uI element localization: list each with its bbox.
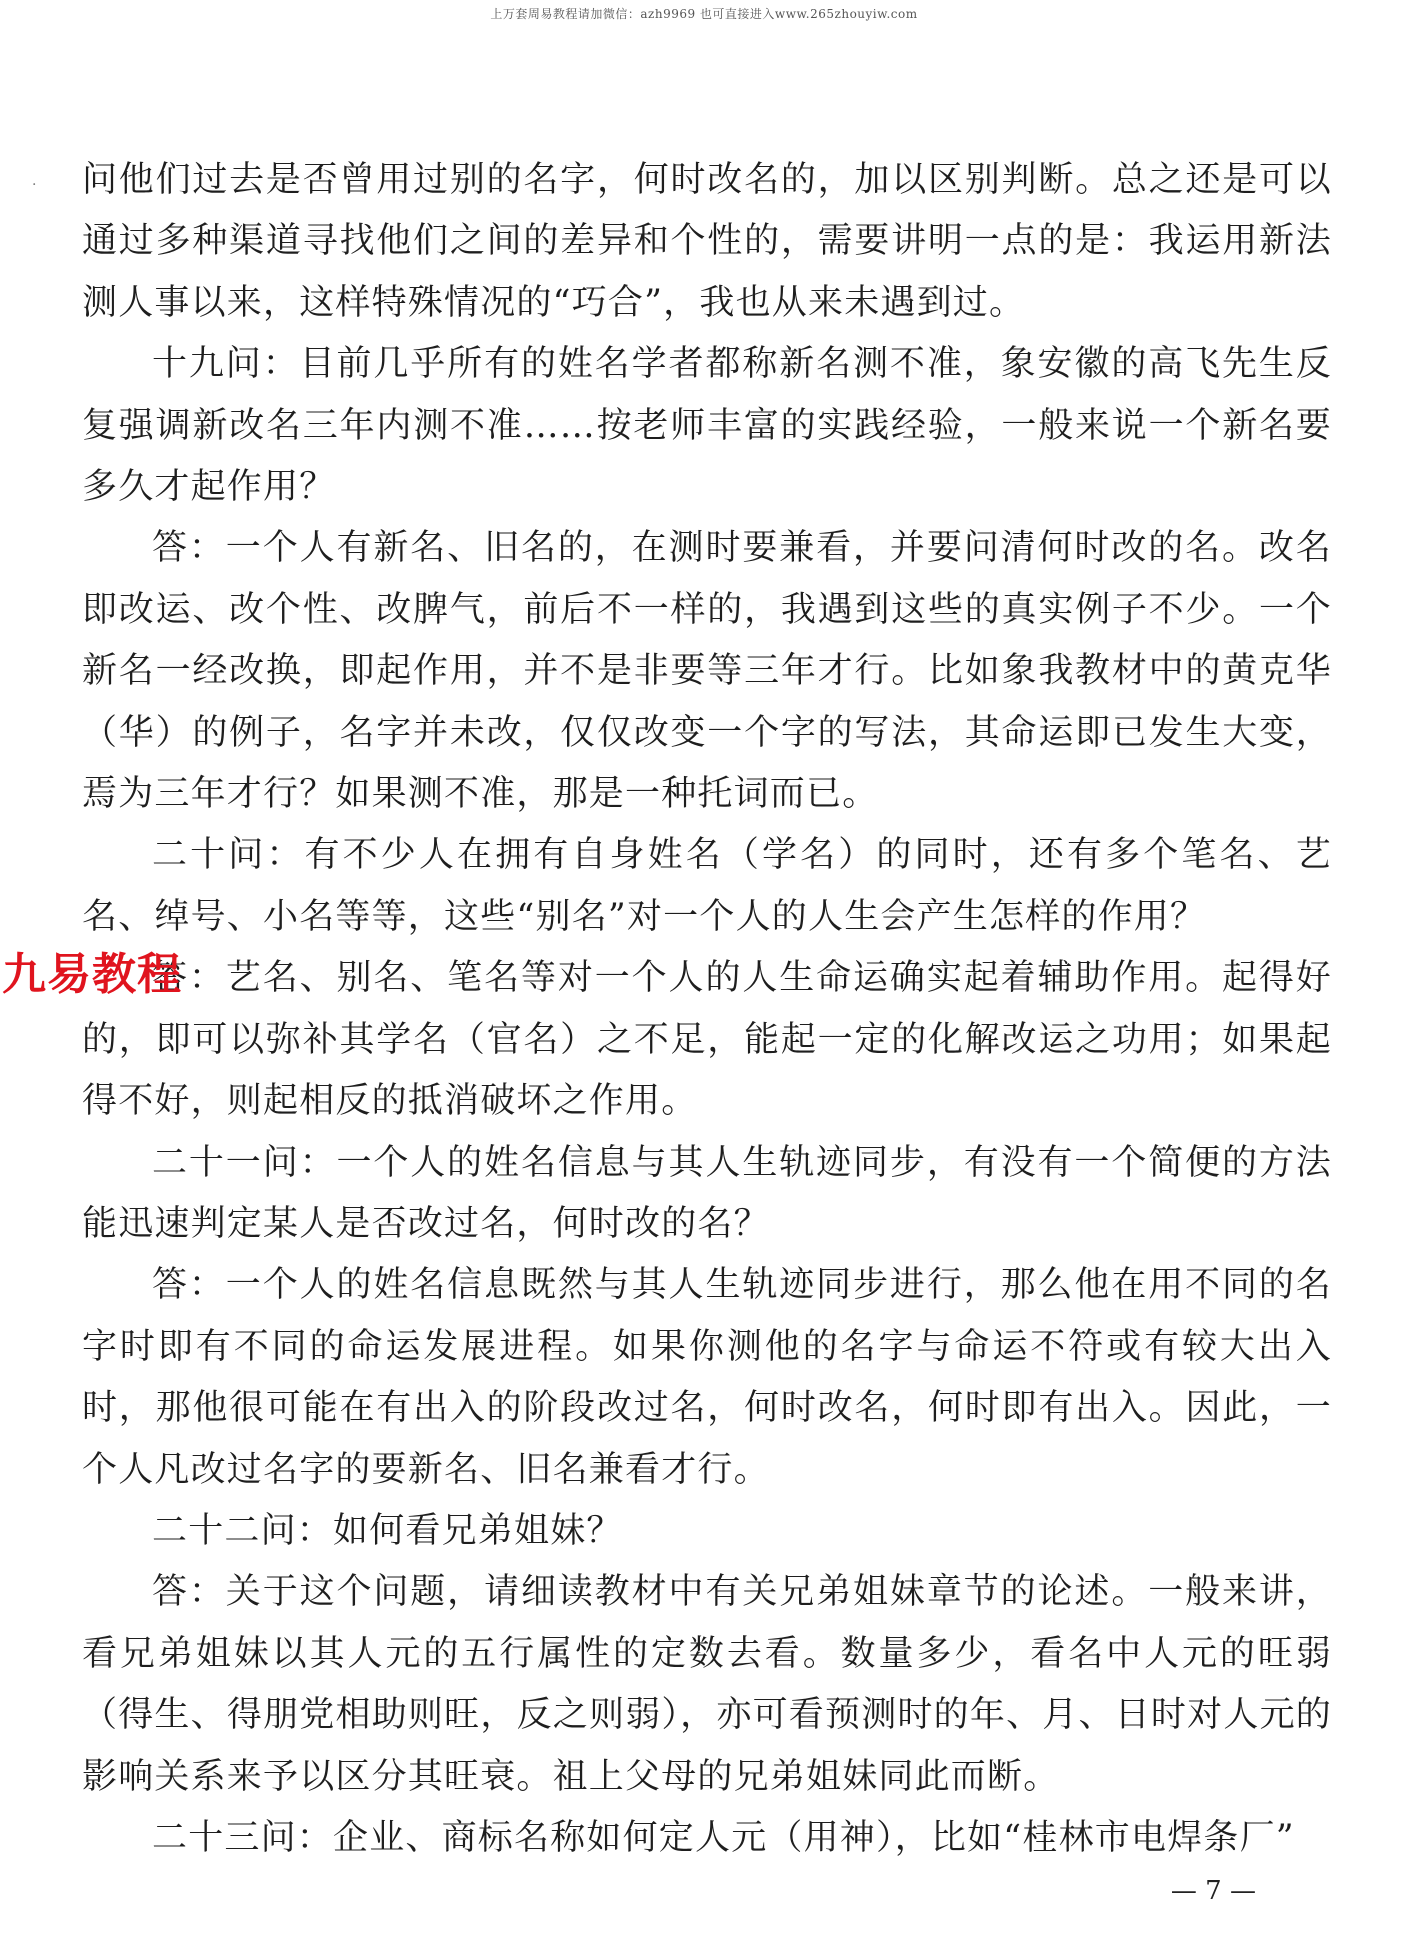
paragraph-3: 答：一个人有新名、旧名的，在测时要兼看，并要问清何时改的名。改名即改运、改个性、改脾气，前后不一样的，我遇到这些的真实例子不少。一个新名一经改换，即起作用，并不是非要等三年才行。比如象我教材中的黄克华（华）的例子，名字并未改，仅仅改变一个字的写法，其命运即已发生大变，焉为三年才行？如果测不准，那是一种托词而已。 [82,528,1332,815]
margin-mark: · [32,177,37,193]
paragraph-4: 二十问：有不少人在拥有自身姓名（学名）的同时，还有多个笔名、艺名、绰号、小名等等，这些“别名”对一个人的人生会产生怎样的作用？ [82,835,1332,937]
watermark-logo: 九易教程 [2,949,182,1000]
paragraph-10: 二十三问：企业、商标名称如何定人元（用神），比如“桂林市电焊条厂” [152,1817,1295,1858]
paragraph-5: 答：艺名、别名、笔名等对一个人的人生命运确实起着辅助作用。起得好的，即可以弥补其学名（官名）之不足，能起一定的化解改运之功用；如果起得不好，则起相反的抵消破坏之作用。 [82,958,1332,1122]
paragraph-6: 二十一问：一个人的姓名信息与其人生轨迹同步，有没有一个简便的方法能迅速判定某人是否改过名，何时改的名？ [82,1142,1332,1244]
paragraph-1: 问他们过去是否曾用过别的名字，何时改名的，加以区别判断。总之还是可以通过多种渠道寻找他们之间的差异和个性的，需要讲明一点的是：我运用新法测人事以来，这样特殊情况的“巧合”，我也从来未遇到过。 [82,160,1332,323]
paragraph-9: 答：关于这个问题，请细读教材中有关兄弟姐妹章节的论述。一般来讲，看兄弟姐妹以其人元的五行属性的定数去看。数量多少，看名中人元的旺弱（得生、得朋党相助则旺，反之则弱），亦可看预测时的年、月、日时对人元的影响关系来予以区分其旺衰。祖上父母的兄弟姐妹同此而断。 [82,1572,1332,1797]
page-body [82,150,1332,1869]
paragraph-7: 答：一个人的姓名信息既然与其人生轨迹同步进行，那么他在用不同的名字时即有不同的命运发展进程。如果你测他的名字与命运不符或有较大出入时，那他很可能在有出入的阶段改过名，何时改名，何时即有出入。因此，一个人凡改过名字的要新名、旧名兼看才行。 [82,1265,1332,1490]
paragraph-8: 二十二问：如何看兄弟姐妹？ [152,1510,623,1551]
page-number: — 7 — [1170,1876,1256,1906]
paragraph-2: 十九问：目前几乎所有的姓名学者都称新名测不准，象安徽的高飞先生反复强调新改名三年内测不准……按老师丰富的实践经验，一般来说一个新名要多久才起作用？ [82,344,1332,508]
header-note: 上万套周易教程请加微信：azh9969 也可直接进入www.265zhouyiw.com [490,7,918,21]
